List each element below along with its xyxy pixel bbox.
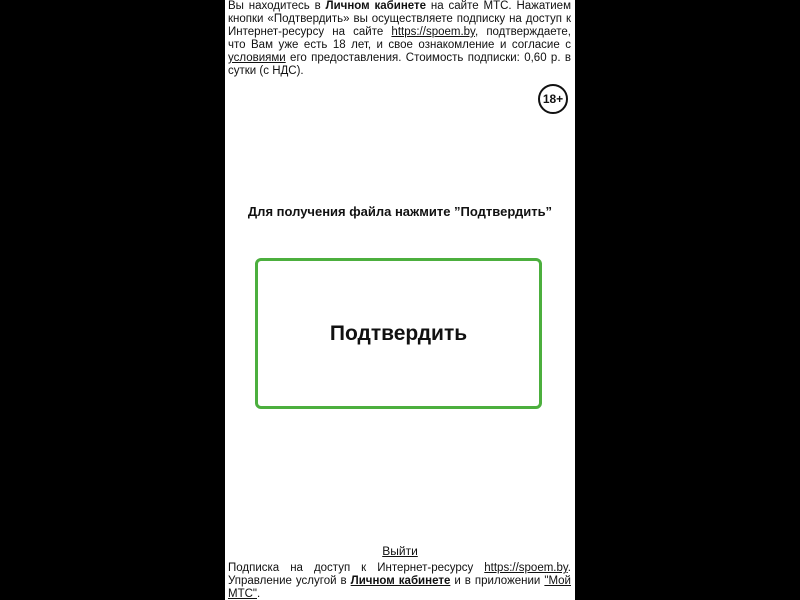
footer-text-part: . [257, 588, 261, 600]
footer-text-part: и в приложении [450, 575, 545, 587]
subscription-info-text [228, 0, 571, 78]
personal-account-label: Личном кабинете [325, 0, 427, 12]
footer-text-part: Подписка на доступ к Интернет-ресурсу [228, 562, 485, 574]
footer-personal-account-link[interactable] [351, 575, 451, 587]
footer-text [228, 562, 571, 600]
logout-link[interactable]: Выйти [382, 544, 418, 558]
footer-text-part: . Управление услугой в [228, 562, 571, 587]
info-text-part: Вы находитесь в [228, 0, 326, 12]
site-link[interactable]: https://spoem.by [391, 26, 475, 38]
footer-personal-account-label: Личном кабинете [350, 575, 451, 587]
confirm-button[interactable]: Подтвердить [255, 258, 542, 409]
my-mts-app-link[interactable]: "Мой МТС" [228, 575, 571, 600]
info-text-part: его предоставления. Стоимость подписки: 0,60 р. в сутки (с НДС). [228, 52, 571, 77]
info-text-part: на сайте МТС. Нажатием кнопки «Подтвердить» вы осуществляете подписку на доступ к Интернет-ресурсу на сайте [228, 0, 571, 38]
info-text-part: , подтверждаете, что Вам уже есть 18 лет, и свое ознакомление и согласие с [228, 26, 571, 51]
footer-site-link[interactable]: https://spoem.by [484, 562, 568, 574]
terms-link[interactable]: условиями [228, 52, 286, 64]
age-restriction-badge: 18+ [538, 84, 568, 114]
page-container [225, 0, 575, 600]
logout-container [225, 544, 575, 558]
confirm-prompt: Для получения файла нажмите ”Подтвердить” [247, 204, 553, 219]
